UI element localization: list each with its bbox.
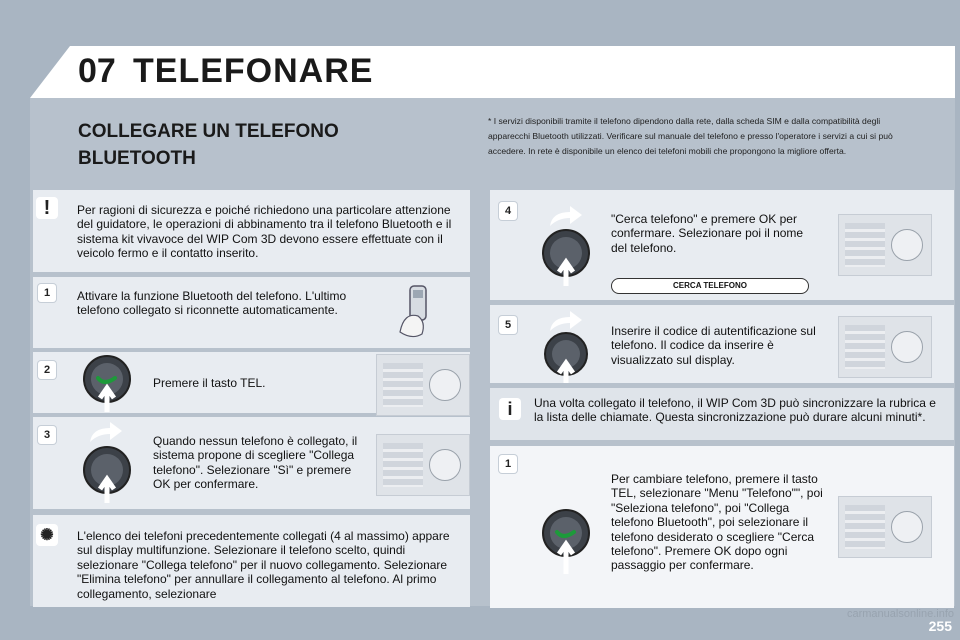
warning-icon: ! [36, 197, 58, 219]
info-text: Una volta collegato il telefono, il WIP Com 3D può sincronizzare la rubrica e la lista delle chiamate. Questa sincronizzazione può durare alcuni minuti*. [534, 396, 936, 425]
step-3-text: Quando nessun telefono è collegato, il sistema propone di scegliere "Collega telefono". Selezionare "Sì" e premere OK per confermare. [153, 434, 358, 492]
arrow-icon [86, 420, 126, 444]
tip-icon: ✺ [36, 524, 58, 546]
radio-unit-icon [838, 496, 932, 558]
step-badge: 1 [38, 284, 56, 302]
warning-text: Per ragioni di sicurezza e poiché richiedono una particolare attenzione del guidatore, le operazioni di abbinamento tra il telefono Bluetooth e il sistema kit vivavoce del WIP Com 3D devono essere effettuate con il veicolo fermo e il contatto inserito. [77, 203, 452, 261]
phone-icon [392, 282, 456, 342]
step-badge: 4 [499, 202, 517, 220]
tip-text: L'elenco dei telefoni precedentemente collegati (4 al massimo) appare sul display multifunzione. Selezionare il telefono scelto, quindi selezionare "Collega telefono" per il nuovo collegamento. Selezionare "Elimina telefono" per annullare il collegamento al telefono. Al primo collegamento, selezionare [77, 529, 450, 601]
dial-knob-icon [82, 354, 132, 414]
radio-unit-icon [838, 214, 932, 276]
step-1-text: Attivare la funzione Bluetooth del telefono. L'ultimo telefono collegato si riconnette automaticamente. [77, 289, 347, 318]
dial-knob-icon [541, 228, 591, 288]
step-4-text: "Cerca telefono" e premere OK per confermare. Selezionare poi il nome del telefono. [611, 212, 804, 255]
step-2-text: Premere il tasto TEL. [153, 376, 266, 390]
step-badge: 3 [38, 426, 56, 444]
info-icon: i [499, 398, 521, 420]
header-notch [30, 46, 70, 98]
arrow-icon [546, 309, 586, 333]
search-phone-label: CERCA TELEFONO [611, 278, 809, 294]
step-badge: 5 [499, 316, 517, 334]
arrow-icon [546, 204, 586, 228]
step-badge: 1 [499, 455, 517, 473]
page-number: 255 [928, 618, 952, 634]
radio-unit-icon [376, 434, 470, 496]
dial-knob-icon [541, 508, 591, 576]
watermark: carmanualsonline.info [846, 608, 954, 620]
radio-unit-icon [376, 354, 470, 416]
step-5-text: Inserire il codice di autentificazione sul telefono. Il codice da inserire è visualizzato sul display. [611, 324, 816, 367]
change-step-text: Per cambiare telefono, premere il tasto TEL, selezionare "Menu "Telefono"", poi "Seleziona telefono", poi "Collega telefono Bluetooth", poi selezionare il telefono desiderato o scegliere "Cerca telefono". Premere OK dopo ogni passaggio per confermare. [611, 472, 823, 573]
chapter-number: 07 [78, 52, 116, 90]
dial-knob-icon [541, 331, 591, 383]
step-badge: 2 [38, 361, 56, 379]
radio-unit-icon [838, 316, 932, 378]
section-title: COLLEGARE UN TELEFONO BLUETOOTH [78, 121, 339, 169]
footnote: * I servizi disponibili tramite il telefono dipendono dalla rete, dalla scheda SIM e dalla compatibilità degli apparecchi Bluetooth utilizzati. Verificare sul manuale del telefono e presso l'operatore i servizi a cui si può accedere. In rete è disponibile un elenco dei telefoni mobili che propongono la migliore offerta. [488, 116, 893, 156]
page-title: TELEFONARE [133, 52, 374, 90]
dial-knob-icon [82, 445, 132, 505]
